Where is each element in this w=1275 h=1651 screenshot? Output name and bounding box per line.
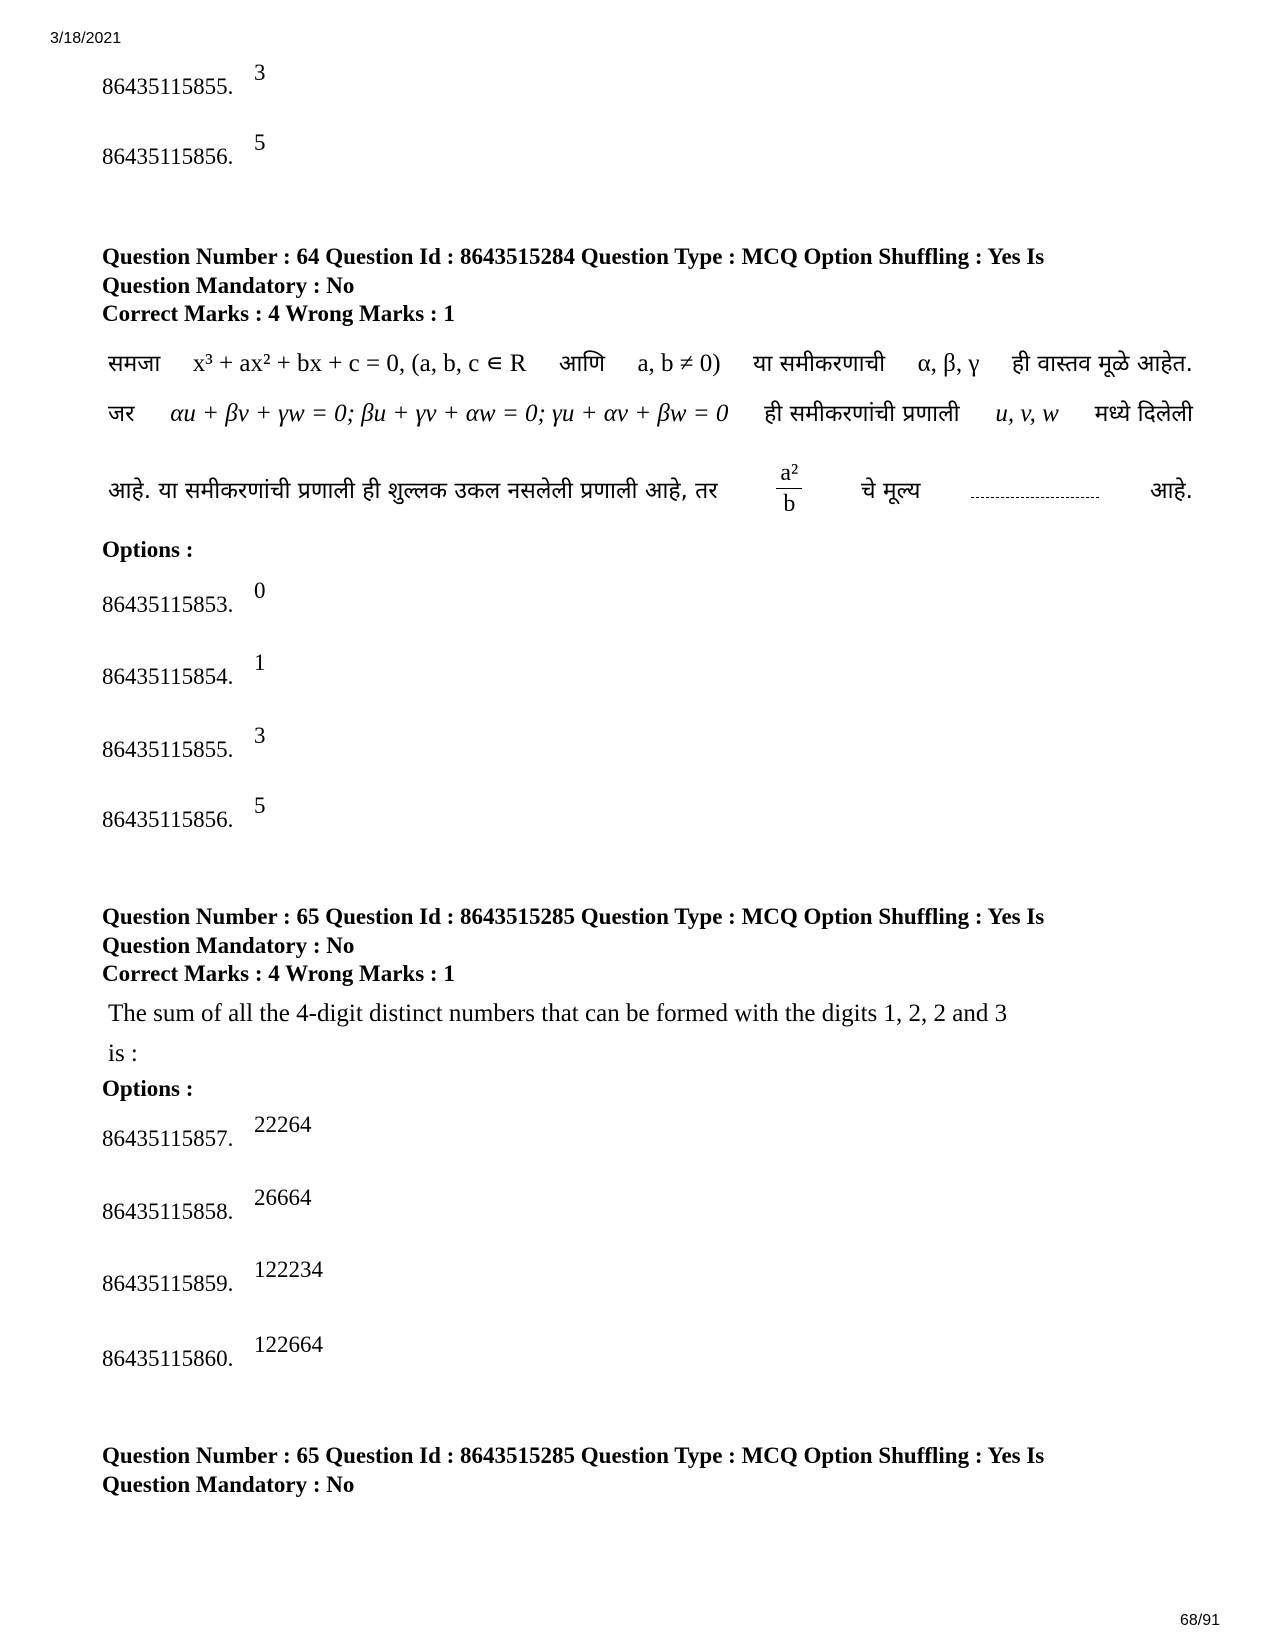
math-expression: α, β, γ [917, 350, 980, 377]
question-text: ही समीकरणांची प्रणाली [764, 401, 960, 427]
options-label: Options : [102, 1076, 194, 1101]
print-date: 3/18/2021 [50, 30, 122, 47]
option-row [102, 1257, 502, 1297]
option-id: 86435115860. [102, 1346, 234, 1371]
question-text: आणि [558, 351, 606, 377]
math-expression: u, v, w [995, 400, 1059, 427]
question-text: is : [108, 1040, 138, 1067]
marks-line: Correct Marks : 4 Wrong Marks : 1 [102, 301, 455, 326]
question-header-line: Question Mandatory : No [102, 1472, 355, 1497]
option-row [102, 578, 502, 618]
option-id: 86435115855. [102, 74, 234, 99]
option-value: 1 [254, 650, 266, 675]
question-text: ही वास्तव मूळे आहेत. [1011, 351, 1193, 377]
option-id: 86435115857. [102, 1126, 234, 1151]
option-row [102, 650, 502, 690]
question-text: जर [108, 401, 135, 427]
question-text-line [108, 396, 1193, 428]
question-header-64 [102, 242, 1182, 300]
question-header-line: Question Number : 65 Question Id : 8643515285 Question Type : MCQ Option Shuffling : Yes Is [102, 904, 1045, 929]
question-text-line [108, 1000, 1193, 1028]
math-expression: x³ + ax² + bx + c = 0, (a, b, c ∊ R [192, 350, 527, 377]
question-text-line [108, 1040, 1193, 1068]
question-header-65-repeat [102, 1441, 1182, 1499]
question-header-65 [102, 902, 1182, 960]
page-number: 68/91 [1180, 1612, 1221, 1629]
option-row [102, 723, 502, 763]
option-id: 86435115853. [102, 592, 234, 617]
option-value: 26664 [254, 1185, 312, 1210]
option-value: 122234 [254, 1257, 323, 1282]
option-id: 86435115855. [102, 737, 234, 762]
option-id: 86435115856. [102, 807, 234, 832]
question-text: या समीकरणाची [753, 351, 886, 377]
question-text: चे मूल्य [860, 477, 921, 504]
answer-blank [971, 479, 1099, 498]
option-id: 86435115858. [102, 1199, 234, 1224]
fraction-numerator: a² [776, 458, 802, 489]
fraction [776, 458, 802, 519]
question-header-line: Question Number : 65 Question Id : 8643515285 Question Type : MCQ Option Shuffling : Yes Is [102, 1443, 1045, 1468]
question-text-line [108, 346, 1193, 378]
option-row [102, 1185, 502, 1225]
option-row [102, 1332, 502, 1372]
fraction-denominator: b [783, 491, 796, 517]
option-value: 5 [254, 130, 266, 155]
options-label: Options : [102, 537, 194, 562]
question-text: आहे. या समीकरणांची प्रणाली ही शुल्लक उकल नसलेली प्रणाली आहे, तर [108, 477, 718, 504]
question-text: आहे. [1149, 477, 1193, 504]
question-header-line: Question Mandatory : No [102, 933, 355, 958]
option-value: 3 [254, 60, 266, 85]
option-row [102, 793, 502, 833]
option-value: 3 [254, 723, 266, 748]
option-row [102, 130, 502, 170]
option-row [102, 1112, 502, 1152]
question-text-line [108, 458, 1193, 519]
question-text: समजा [108, 351, 161, 377]
option-row [102, 60, 502, 100]
math-expression: a, b ≠ 0) [637, 350, 721, 377]
math-expression: αu + βv + γw = 0; βu + γv + αw = 0; γu + αv + βw = 0 [170, 400, 729, 427]
question-header-line: Question Number : 64 Question Id : 8643515284 Question Type : MCQ Option Shuffling : Yes Is [102, 244, 1045, 269]
option-id: 86435115859. [102, 1271, 234, 1296]
marks-line: Correct Marks : 4 Wrong Marks : 1 [102, 961, 455, 986]
question-text: मध्ये दिलेली [1094, 401, 1193, 427]
option-id: 86435115854. [102, 664, 234, 689]
option-value: 22264 [254, 1112, 312, 1137]
option-value: 5 [254, 793, 266, 818]
question-header-line: Question Mandatory : No [102, 273, 355, 298]
option-value: 0 [254, 578, 266, 603]
question-text: The sum of all the 4-digit distinct numbers that can be formed with the digits 1, 2, 2 and 3 [108, 1000, 1008, 1027]
option-id: 86435115856. [102, 144, 234, 169]
option-value: 122664 [254, 1332, 323, 1357]
